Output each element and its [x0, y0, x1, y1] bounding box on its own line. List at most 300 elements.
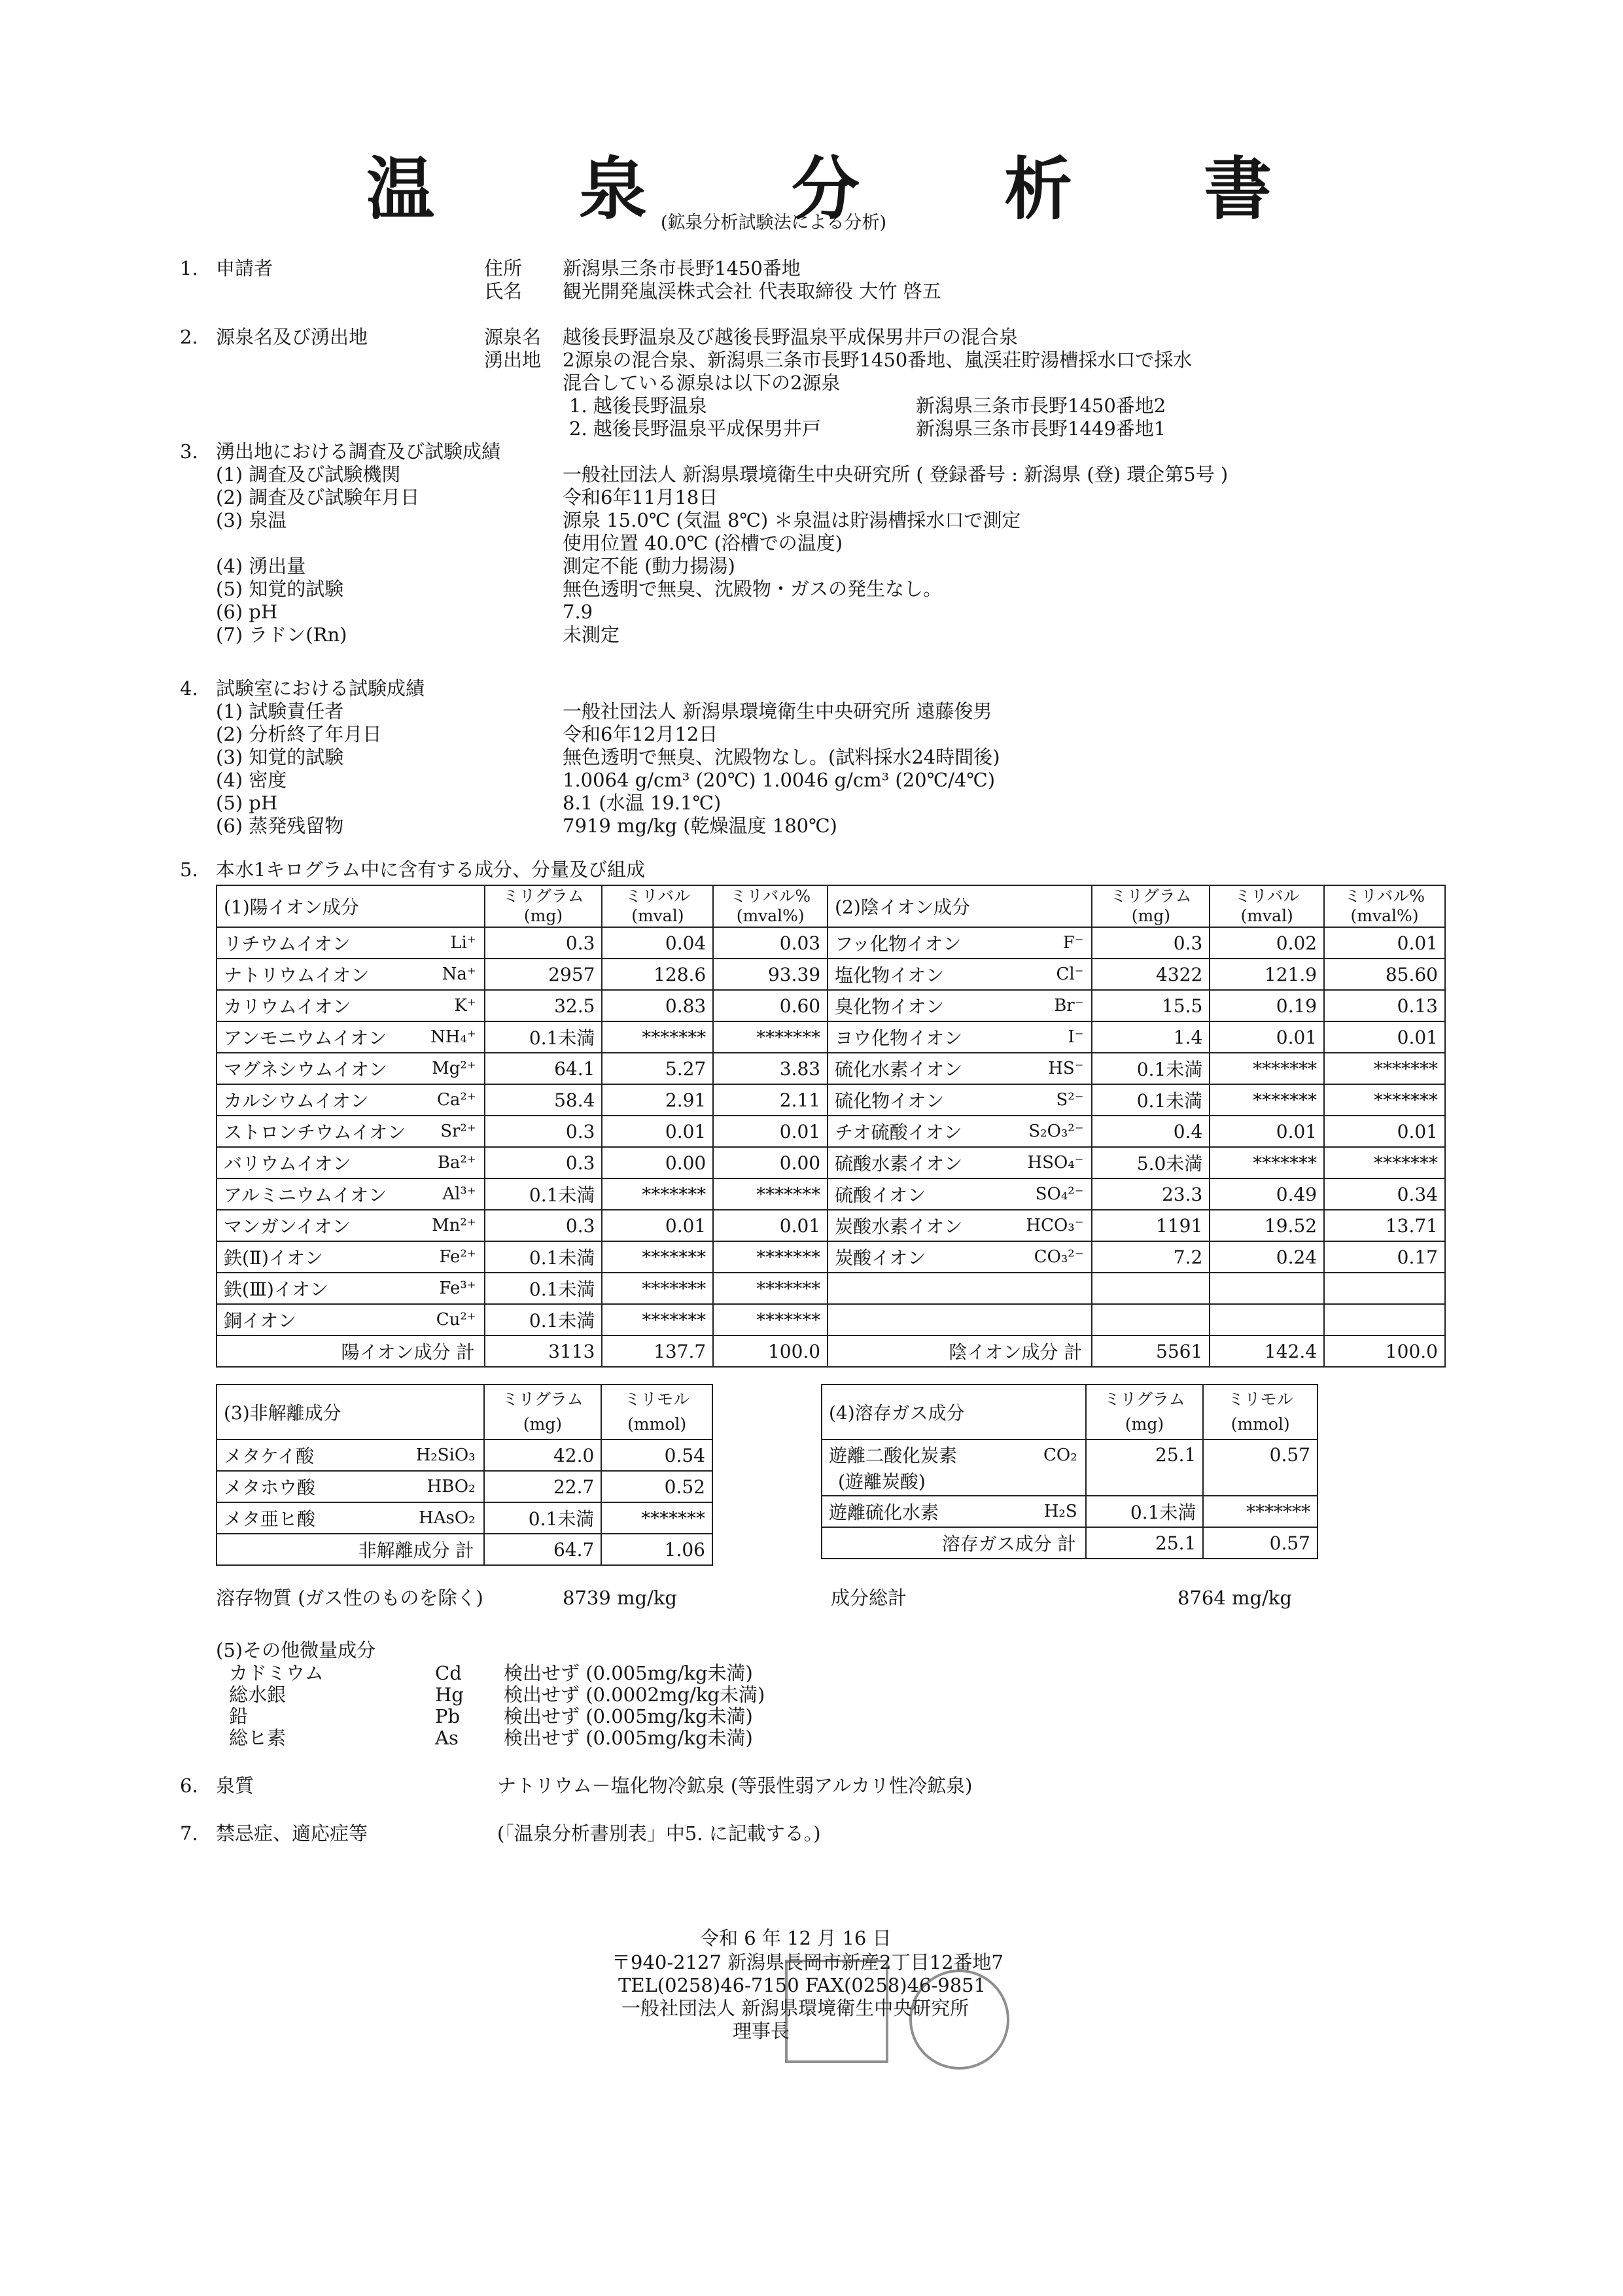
ion-name: マグネシウムイオン	[224, 1059, 388, 1080]
s4-num: 4.	[180, 677, 198, 699]
ion-row	[217, 1273, 1445, 1304]
cations-pc-cell: 3.83	[713, 1053, 828, 1084]
header-text: (mval)	[1240, 906, 1293, 925]
cations-mv-cell: 2.91	[602, 1084, 713, 1116]
ion-name: カルシウムイオン	[224, 1090, 369, 1112]
header-text: ミリグラム	[1110, 887, 1192, 906]
mg-cell: 22.7	[484, 1471, 602, 1502]
ion-symbol: Br⁻	[1054, 996, 1084, 1016]
header-text: ミリバル	[625, 887, 690, 906]
dissolved-label: 溶存物質 (ガス性のものを除く)	[216, 1587, 483, 1609]
anions-pc-cell: *******	[1324, 1147, 1445, 1178]
ion-name: 臭化物イオン	[835, 996, 945, 1017]
ion-header-cell	[1324, 885, 1445, 927]
ion-row	[217, 990, 1445, 1021]
mg-cell: 0.1未満	[1086, 1496, 1204, 1527]
ion-name: 硫化水素イオン	[835, 1059, 963, 1080]
anions-mv-cell: 19.52	[1210, 1210, 1324, 1241]
ion-row	[217, 1021, 1445, 1053]
ion-header-cell	[1210, 885, 1324, 927]
s4-item-value: 1.0064 g/cm³ (20℃) 1.0046 g/cm³ (20℃/4℃)	[563, 769, 996, 791]
trace-value: 検出せず (0.0002mg/kg未満)	[504, 1684, 765, 1706]
trace-value: 検出せず (0.005mg/kg未満)	[504, 1727, 753, 1749]
header-text: (4)溶存ガス成分	[829, 1402, 965, 1424]
nondiss-total-row	[217, 1534, 712, 1565]
ion-symbol: Ca²⁺	[437, 1090, 476, 1110]
s7-num: 7.	[180, 1822, 198, 1845]
s3-item-value: 一般社団法人 新潟県環境衛生中央研究所 ( 登録番号 : 新潟県 (登) 環企第5号 )	[563, 463, 1229, 486]
trace-symbol: Hg	[435, 1684, 464, 1706]
round-seal-icon	[909, 1969, 1009, 2070]
ion-row	[217, 1178, 1445, 1210]
ion-symbol: NH₄⁺	[430, 1027, 476, 1047]
component-formula: CO₂	[1043, 1445, 1077, 1465]
gas-table	[821, 1384, 1318, 1559]
trace-symbol: Pb	[435, 1705, 461, 1727]
ion-name: チオ硫酸イオン	[835, 1122, 962, 1143]
ion-name: 炭酸水素イオン	[835, 1216, 963, 1237]
header-text: ミリグラム	[502, 1390, 584, 1409]
footer-org: 一般社団法人 新潟県環境衛生中央研究所	[621, 1997, 969, 2019]
ion-row	[217, 1304, 1445, 1335]
anions-total-label: 陰イオン成分 計	[828, 1335, 1092, 1367]
s3-item-value: 7.9	[563, 601, 593, 623]
s1-addr-label: 住所	[484, 257, 523, 279]
header-text: (3)非解離成分	[224, 1402, 341, 1424]
ion-row	[217, 1210, 1445, 1241]
anions-pc-cell: 0.34	[1324, 1178, 1445, 1210]
ion-total-row	[217, 1335, 1445, 1367]
mmol-cell: 0.54	[601, 1439, 712, 1471]
cations-total-mv: 137.7	[602, 1335, 713, 1367]
component-formula: H₂S	[1043, 1502, 1077, 1521]
ion-symbol: HCO₃⁻	[1026, 1216, 1084, 1235]
cations-mv-cell: *******	[602, 1241, 713, 1273]
nondiss-header-row	[217, 1385, 712, 1439]
mg-cell: 0.1未満	[484, 1502, 602, 1534]
anions-mg-cell: 4322	[1092, 959, 1210, 990]
footer-tel-fax: TEL(0258)46-7150 FAX(0258)46-9851	[618, 1974, 986, 1996]
cations-total-label: 陽イオン成分 計	[217, 1335, 485, 1367]
s5-label: 本水1キログラム中に含有する成分、分量及び組成	[216, 858, 646, 881]
anions-pc-cell: *******	[1324, 1053, 1445, 1084]
ion-symbol: Na⁺	[442, 964, 476, 984]
anions-mv-cell: 0.19	[1210, 990, 1324, 1021]
anions-name-cell	[828, 1241, 1092, 1273]
total-mmol: 0.57	[1203, 1527, 1318, 1559]
ion-name: マンガンイオン	[224, 1216, 351, 1237]
ion-header-cell	[713, 885, 828, 927]
anions-total-pc: 100.0	[1324, 1335, 1445, 1367]
header-text: ミリバル%	[730, 887, 811, 906]
s5-num: 5.	[180, 858, 198, 881]
title-char: 分	[792, 149, 860, 229]
mg-cell: 25.1	[1086, 1439, 1204, 1496]
s4-item-key: (5) pH	[216, 792, 278, 814]
anions-mv-cell: 121.9	[1210, 959, 1324, 990]
cations-mg-cell: 0.1未満	[485, 1273, 602, 1304]
ion-name: 硫化物イオン	[835, 1090, 945, 1112]
anions-name-cell	[828, 959, 1092, 990]
cations-mv-cell: 0.04	[602, 927, 713, 959]
cations-mv-cell: *******	[602, 1304, 713, 1335]
cations-pc-cell: *******	[713, 1273, 828, 1304]
anions-name-cell	[828, 1116, 1092, 1147]
cations-pc-cell: *******	[713, 1178, 828, 1210]
name-cell	[217, 1502, 484, 1534]
s6-num: 6.	[180, 1775, 198, 1797]
anions-mv-cell: *******	[1210, 1053, 1324, 1084]
anions-name-cell	[828, 1304, 1092, 1335]
trace-name: カドミウム	[229, 1662, 324, 1684]
ion-name: 塩化物イオン	[835, 964, 945, 986]
ion-symbol: SO₄²⁻	[1035, 1184, 1084, 1204]
subtitle: (鉱泉分析試験法による分析)	[661, 213, 887, 233]
ion-symbol: F⁻	[1062, 933, 1084, 953]
s4-label: 試験室における試験成績	[216, 677, 425, 699]
header-cell	[484, 1385, 602, 1439]
s2-loc: 2源泉の混合泉、新潟県三条市長野1450番地、嵐渓荘貯湯槽採水口で採水	[563, 349, 1193, 371]
ion-header-cell	[602, 885, 713, 927]
cations-name-cell	[217, 990, 485, 1021]
cations-name-cell	[217, 1084, 485, 1116]
cations-mg-cell: 0.3	[485, 927, 602, 959]
cations-mg-cell: 2957	[485, 959, 602, 990]
total-mg: 25.1	[1086, 1527, 1204, 1559]
trace-symbol: Cd	[435, 1662, 462, 1684]
trace-symbol: As	[435, 1727, 459, 1749]
cations-mv-cell: 0.01	[602, 1116, 713, 1147]
cations-mg-cell: 58.4	[485, 1084, 602, 1116]
header-text: ミリモル	[624, 1390, 690, 1409]
anions-mv-cell: 0.24	[1210, 1241, 1324, 1273]
header-text: ミリバル%	[1344, 887, 1425, 906]
anions-mv-cell: 0.01	[1210, 1116, 1324, 1147]
s2-src: 越後長野温泉及び越後長野温泉平成保男井戸の混合泉	[563, 326, 1019, 348]
component-name-sub: (遊離炭酸)	[838, 1471, 926, 1492]
header-text: (mg)	[1125, 1415, 1164, 1434]
s6-value: ナトリウム－塩化物冷鉱泉 (等張性弱アルカリ性冷鉱泉)	[497, 1775, 973, 1797]
s2-source-1-addr: 新潟県三条市長野1450番地2	[916, 395, 1166, 417]
nondiss-table	[216, 1384, 713, 1566]
anions-name-cell	[828, 1084, 1092, 1116]
name-cell	[217, 1471, 484, 1502]
anions-pc-cell: 0.01	[1324, 1021, 1445, 1053]
ion-header-cell	[1092, 885, 1210, 927]
s7-value: (「温泉分析書別表」中5. に記載する。)	[497, 1822, 821, 1845]
ion-name: 硫酸イオン	[835, 1184, 926, 1206]
cations-name-cell	[217, 1147, 485, 1178]
s3-num: 3.	[180, 440, 198, 463]
anions-name-cell	[828, 927, 1092, 959]
cations-mg-cell: 0.3	[485, 1147, 602, 1178]
cations-mg-cell: 32.5	[485, 990, 602, 1021]
footer-address: 〒940-2127 新潟県長岡市新産2丁目12番地7	[612, 1951, 1003, 1973]
anions-mg-cell: 23.3	[1092, 1178, 1210, 1210]
header-text: (mval%)	[1350, 906, 1419, 925]
s2-source-2-addr: 新潟県三条市長野1449番地1	[916, 417, 1166, 440]
header-text: (2)陰イオン成分	[835, 896, 970, 918]
s4-item-key: (3) 知覚的試験	[216, 746, 344, 768]
anions-pc-cell: *******	[1324, 1084, 1445, 1116]
anions-mg-cell	[1092, 1304, 1210, 1335]
ion-name: フッ化物イオン	[835, 933, 962, 955]
cations-mv-cell: 0.83	[602, 990, 713, 1021]
cations-mg-cell: 0.1未満	[485, 1304, 602, 1335]
cations-mv-cell: *******	[602, 1178, 713, 1210]
anions-name-cell	[828, 1053, 1092, 1084]
ion-row	[217, 1241, 1445, 1273]
cations-pc-cell: *******	[713, 1304, 828, 1335]
total-label: 成分総計	[831, 1587, 907, 1609]
component-name: 遊離二酸化炭素	[829, 1445, 958, 1466]
ion-row	[217, 1116, 1445, 1147]
nondiss-row	[217, 1439, 712, 1471]
cations-mv-cell: 128.6	[602, 959, 713, 990]
cations-mg-cell: 0.3	[485, 1116, 602, 1147]
gas-row	[822, 1439, 1318, 1496]
ion-symbol: S₂O₃²⁻	[1028, 1122, 1084, 1141]
anions-mg-cell: 0.4	[1092, 1116, 1210, 1147]
ion-name: カリウムイオン	[224, 996, 351, 1017]
cations-name-cell	[217, 1210, 485, 1241]
ion-header-cell	[485, 885, 602, 927]
ion-symbol: Al³⁺	[442, 1184, 476, 1204]
trace-name: 鉛	[229, 1705, 249, 1727]
ion-row	[217, 1147, 1445, 1178]
s3-item-key: (1) 調査及び試験機関	[216, 463, 401, 486]
s3-item-value: 未測定	[563, 624, 620, 646]
s4-item-key: (1) 試験責任者	[216, 700, 344, 722]
ion-header-cell	[217, 885, 485, 927]
cations-name-cell	[217, 1273, 485, 1304]
anions-mg-cell: 0.3	[1092, 927, 1210, 959]
ion-symbol: Cu²⁺	[436, 1310, 476, 1330]
component-formula: H₂SiO₃	[415, 1445, 476, 1465]
cations-mv-cell: 0.01	[602, 1210, 713, 1241]
name-cell	[822, 1496, 1086, 1527]
cations-total-mg: 3113	[485, 1335, 602, 1367]
cations-pc-cell: 2.11	[713, 1084, 828, 1116]
ion-table	[216, 885, 1446, 1368]
trace-value: 検出せず (0.005mg/kg未満)	[504, 1662, 753, 1684]
cations-mv-cell: 0.00	[602, 1147, 713, 1178]
cations-pc-cell: 0.03	[713, 927, 828, 959]
cations-mg-cell: 64.1	[485, 1053, 602, 1084]
header-cell	[822, 1385, 1086, 1439]
ion-name: 硫酸水素イオン	[835, 1153, 963, 1174]
anions-mg-cell: 0.1未満	[1092, 1084, 1210, 1116]
s6-label: 泉質	[216, 1775, 254, 1797]
title-char: 書	[1204, 149, 1272, 229]
header-text: ミリモル	[1227, 1390, 1293, 1409]
cations-name-cell	[217, 1021, 485, 1053]
anions-mv-cell: 0.02	[1210, 927, 1324, 959]
ion-symbol: HS⁻	[1048, 1059, 1084, 1078]
mmol-cell: 0.57	[1203, 1439, 1318, 1496]
header-cell	[601, 1385, 712, 1439]
mmol-cell: *******	[1203, 1496, 1318, 1527]
header-text: ミリバル	[1234, 887, 1300, 906]
s3-item-key: (2) 調査及び試験年月日	[216, 486, 420, 508]
s3-item-key: (7) ラドン(Rn)	[216, 624, 347, 646]
ion-symbol: I⁻	[1068, 1027, 1084, 1047]
s4-item-value: 7919 mg/kg (乾燥温度 180℃)	[563, 815, 837, 837]
anions-mg-cell: 1.4	[1092, 1021, 1210, 1053]
anions-total-mv: 142.4	[1210, 1335, 1324, 1367]
name-cell	[217, 1439, 484, 1471]
anions-name-cell	[828, 1147, 1092, 1178]
total-label: 非解離成分 計	[217, 1534, 484, 1565]
trace-name: 総水銀	[229, 1684, 287, 1706]
s1-name: 観光開発嵐渓株式会社 代表取締役 大竹 啓五	[563, 280, 941, 302]
ion-symbol: Fe³⁺	[439, 1279, 476, 1298]
header-text: (mg)	[523, 1415, 563, 1434]
ion-row	[217, 1084, 1445, 1116]
s3-item-value: 令和6年11月18日	[563, 486, 718, 508]
footer-rep: 理事長	[733, 2020, 790, 2042]
header-text: (mval%)	[736, 906, 805, 925]
ion-symbol: Cl⁻	[1056, 964, 1084, 984]
cations-pc-cell: 0.01	[713, 1116, 828, 1147]
component-name: メタホウ酸	[224, 1477, 316, 1498]
ion-symbol: Sr²⁺	[440, 1122, 476, 1141]
component-name: メタケイ酸	[224, 1445, 315, 1467]
s1-name-label: 氏名	[484, 280, 523, 302]
s7-label: 禁忌症、適応症等	[216, 1822, 368, 1845]
header-cell	[1203, 1385, 1318, 1439]
anions-pc-cell	[1324, 1273, 1445, 1304]
total-value: 8764 mg/kg	[1178, 1587, 1292, 1609]
header-text: (mmol)	[1230, 1415, 1290, 1434]
header-cell	[1086, 1385, 1204, 1439]
ion-name: アルミニウムイオン	[224, 1184, 387, 1206]
ion-name: アンモニウムイオン	[224, 1027, 387, 1049]
s3-item-key: (4) 湧出量	[216, 555, 306, 577]
cations-pc-cell: 0.00	[713, 1147, 828, 1178]
trace-head: (5)その他微量成分	[216, 1639, 376, 1661]
anions-name-cell	[828, 1273, 1092, 1304]
ion-name: 鉄(Ⅲ)イオン	[224, 1279, 329, 1300]
anions-name-cell	[828, 1210, 1092, 1241]
anions-mv-cell: 0.01	[1210, 1021, 1324, 1053]
cations-pc-cell: *******	[713, 1241, 828, 1273]
anions-name-cell	[828, 1021, 1092, 1053]
ion-name: ストロンチウムイオン	[224, 1122, 406, 1143]
header-text: ミリグラム	[1104, 1390, 1185, 1409]
trace-name: 総ヒ素	[229, 1727, 287, 1749]
cations-name-cell	[217, 1178, 485, 1210]
anions-mg-cell	[1092, 1273, 1210, 1304]
s4-item-value: 一般社団法人 新潟県環境衛生中央研究所 遠藤俊男	[563, 700, 992, 722]
cations-name-cell	[217, 959, 485, 990]
anions-mv-cell: 0.49	[1210, 1178, 1324, 1210]
cations-mv-cell: *******	[602, 1021, 713, 1053]
anions-mg-cell: 0.1未満	[1092, 1053, 1210, 1084]
anions-total-mg: 5561	[1092, 1335, 1210, 1367]
cations-pc-cell: 0.60	[713, 990, 828, 1021]
gas-total-row	[822, 1527, 1318, 1559]
ion-symbol: Li⁺	[450, 933, 476, 953]
total-mg: 64.7	[484, 1534, 602, 1565]
header-text: (mg)	[523, 906, 563, 925]
s4-item-key: (2) 分析終了年月日	[216, 723, 382, 745]
ion-symbol: Mn²⁺	[432, 1216, 476, 1235]
s3-item-value: 測定不能 (動力揚湯)	[563, 555, 735, 577]
header-cell	[217, 1385, 484, 1439]
anions-mg-cell: 15.5	[1092, 990, 1210, 1021]
name-cell	[822, 1439, 1086, 1496]
s3-item-key: (5) 知覚的試験	[216, 578, 344, 600]
component-formula: HBO₂	[427, 1477, 476, 1496]
s2-label: 源泉名及び湧出地	[216, 326, 368, 348]
anions-mv-cell: *******	[1210, 1084, 1324, 1116]
anions-pc-cell: 13.71	[1324, 1210, 1445, 1241]
cations-name-cell	[217, 1241, 485, 1273]
cations-mv-cell: 5.27	[602, 1053, 713, 1084]
anions-pc-cell: 85.60	[1324, 959, 1445, 990]
cations-name-cell	[217, 1304, 485, 1335]
s2-src-label: 源泉名	[484, 326, 542, 348]
s2-loc-label: 湧出地	[484, 349, 542, 371]
s4-item-value: 無色透明で無臭、沈殿物なし。(試料採水24時間後)	[563, 746, 1000, 768]
title-char: 温	[366, 149, 435, 229]
anions-name-cell	[828, 990, 1092, 1021]
gas-header-row	[822, 1385, 1318, 1439]
dissolved-value: 8739 mg/kg	[563, 1587, 677, 1609]
cations-mg-cell: 0.1未満	[485, 1021, 602, 1053]
s2-source-1: 1. 越後長野温泉	[569, 395, 707, 417]
s4-item-value: 8.1 (水温 19.1℃)	[563, 792, 722, 814]
cations-pc-cell: 93.39	[713, 959, 828, 990]
total-label: 溶存ガス成分 計	[822, 1527, 1086, 1559]
s2-source-2: 2. 越後長野温泉平成保男井戸	[569, 417, 821, 440]
title-char: 析	[1004, 149, 1073, 229]
ion-name: バリウムイオン	[224, 1153, 351, 1174]
anions-pc-cell	[1324, 1304, 1445, 1335]
header-text: (mg)	[1131, 906, 1170, 925]
anions-name-cell	[828, 1178, 1092, 1210]
cations-pc-cell: *******	[713, 1021, 828, 1053]
total-mmol: 1.06	[601, 1534, 712, 1565]
header-text: (mval)	[631, 906, 684, 925]
cations-mg-cell: 0.1未満	[485, 1241, 602, 1273]
s1-addr: 新潟県三条市長野1450番地	[563, 257, 801, 279]
nondiss-row	[217, 1471, 712, 1502]
anions-mg-cell: 7.2	[1092, 1241, 1210, 1273]
s4-item-key: (6) 蒸発残留物	[216, 815, 344, 837]
ion-row	[217, 1053, 1445, 1084]
s3-item-key: (3) 泉温	[216, 509, 287, 531]
s1-num: 1.	[180, 257, 198, 279]
component-name: 遊離硫化水素	[829, 1502, 939, 1523]
cations-mg-cell: 0.1未満	[485, 1178, 602, 1210]
s2-num: 2.	[180, 326, 198, 348]
ion-name: ヨウ化物イオン	[835, 1027, 963, 1049]
cations-name-cell	[217, 1053, 485, 1084]
ion-symbol: Ba²⁺	[437, 1153, 476, 1173]
s3-item-value: 無色透明で無臭、沈殿物・ガスの発生なし。	[563, 578, 943, 600]
square-seal-icon	[785, 1960, 888, 2063]
ion-row	[217, 927, 1445, 959]
s2-mix: 混合している源泉は以下の2源泉	[563, 372, 841, 394]
ion-name: ナトリウムイオン	[224, 964, 370, 986]
s3-item-value: 使用位置 40.0℃ (浴槽での温度)	[563, 532, 843, 554]
header-text: ミリグラム	[502, 887, 584, 906]
ion-header-cell	[828, 885, 1092, 927]
component-name: メタ亜ヒ酸	[224, 1508, 316, 1530]
mmol-cell: 0.52	[601, 1471, 712, 1502]
